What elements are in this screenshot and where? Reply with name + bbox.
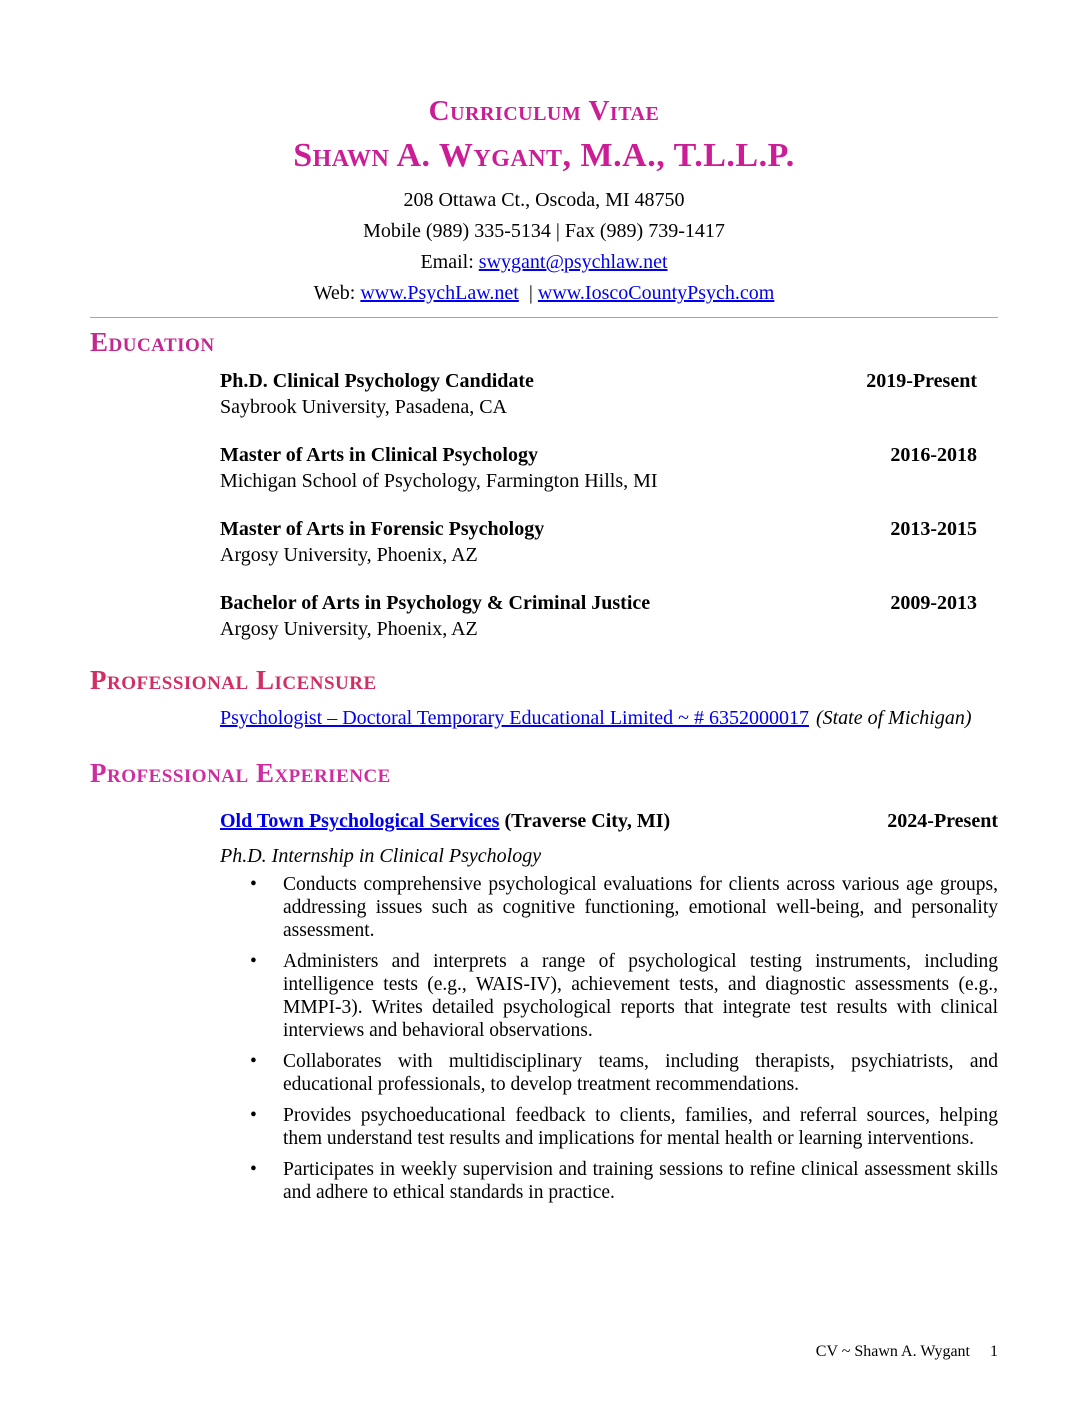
bullet-text: Conducts comprehensive psychological evaluations for clients across various age groups, addressing issues such as cognitive functioning, emotional well-being, and personality assessment. (283, 874, 998, 941)
experience-heading: Professional Experience (90, 758, 391, 788)
degree-title: Master of Arts in Clinical Psychology (220, 444, 538, 466)
bullet-icon: • (250, 1159, 257, 1180)
section-professional-experience (90, 757, 998, 1204)
institution: Argosy University, Phoenix, AZ (220, 544, 478, 566)
page-title: Curriculum Vitae (428, 95, 660, 127)
job-entry (220, 808, 998, 1204)
section-education (90, 326, 998, 642)
section-professional-licensure (90, 664, 998, 731)
phone-fax-line: Mobile (989) 335-5134 | Fax (989) 739-1417 (363, 220, 725, 242)
job-dates: 2024-Present (887, 810, 998, 832)
email-line (90, 247, 998, 278)
page-footer (816, 1343, 998, 1361)
web-link-psychlaw[interactable]: www.PsychLaw.net (360, 282, 519, 304)
license-note: (State of Michigan) (815, 707, 972, 729)
cv-header (90, 0, 998, 309)
education-body (220, 368, 998, 642)
bullet-text: Participates in weekly supervision and training sessions to refine clinical assessment skills and adhere to ethical standards in practice. (283, 1159, 998, 1203)
institution: Saybrook University, Pasadena, CA (220, 396, 507, 418)
degree-title: Ph.D. Clinical Psychology Candidate (220, 370, 534, 392)
email-link[interactable]: swygant@psychlaw.net (478, 251, 668, 273)
bullet-text: Provides psychoeducational feedback to clients, families, and referral sources, helping them understand test results and implications for mental health or learning interventions. (283, 1105, 998, 1149)
institution: Argosy University, Phoenix, AZ (220, 618, 478, 640)
email-label: Email: (420, 251, 474, 273)
organization-link[interactable]: Old Town Psychological Services (220, 810, 500, 832)
bullet-icon: • (250, 1051, 257, 1072)
web-separator: | (528, 282, 533, 304)
education-heading: Education (90, 327, 215, 357)
license-entry (220, 706, 998, 731)
bullet-text: Collaborates with multidisciplinary teams, including therapists, psychiatrists, and educational professionals, to develop treatment recommendations. (283, 1051, 998, 1095)
job-bullet-list (220, 873, 998, 1204)
job-location: (Traverse City, MI) (504, 810, 671, 832)
bullet-text: Administers and interprets a range of psychological testing instruments, including intelligence tests (e.g., WAIS-IV), achievement tests, and diagnostic assessments (e.g., MMPI-3). Writes detailed psychological reports that integrate test results with clinical interviews and behavioral observations. (283, 951, 998, 1041)
job-org-location (220, 808, 670, 834)
list-item (220, 950, 998, 1042)
education-entry (220, 368, 998, 420)
education-entry (220, 516, 998, 568)
degree-dates: 2013-2015 (890, 518, 977, 540)
person-name: Shawn A. Wygant, M.A., T.L.L.P. (293, 137, 795, 174)
degree-title: Master of Arts in Forensic Psychology (220, 518, 545, 540)
job-role: Ph.D. Internship in Clinical Psychology (220, 845, 542, 867)
bullet-icon: • (250, 874, 257, 895)
list-item (220, 1050, 998, 1096)
footer-text: CV ~ Shawn A. Wygant (815, 1343, 970, 1360)
web-link-ioscocountypsych[interactable]: www.IoscoCountyPsych.com (537, 282, 775, 304)
licensure-heading: Professional Licensure (90, 665, 377, 695)
degree-dates: 2019-Present (866, 370, 977, 392)
bullet-icon: • (250, 951, 257, 972)
education-entry (220, 590, 998, 642)
page-number: 1 (990, 1343, 998, 1360)
web-line (90, 278, 998, 309)
degree-dates: 2009-2013 (890, 592, 977, 614)
list-item (220, 873, 998, 942)
list-item (220, 1158, 998, 1204)
bullet-icon: • (250, 1105, 257, 1126)
header-divider (90, 317, 998, 318)
address-line: 208 Ottawa Ct., Oscoda, MI 48750 (403, 189, 685, 211)
education-entry (220, 442, 998, 494)
web-label: Web: (313, 282, 356, 304)
degree-title: Bachelor of Arts in Psychology & Criminal Justice (220, 592, 651, 614)
license-link[interactable]: Psychologist – Doctoral Temporary Educational Limited ~ # 6352000017 (220, 707, 809, 729)
degree-dates: 2016-2018 (890, 444, 977, 466)
list-item (220, 1104, 998, 1150)
institution: Michigan School of Psychology, Farmington Hills, MI (220, 470, 658, 492)
